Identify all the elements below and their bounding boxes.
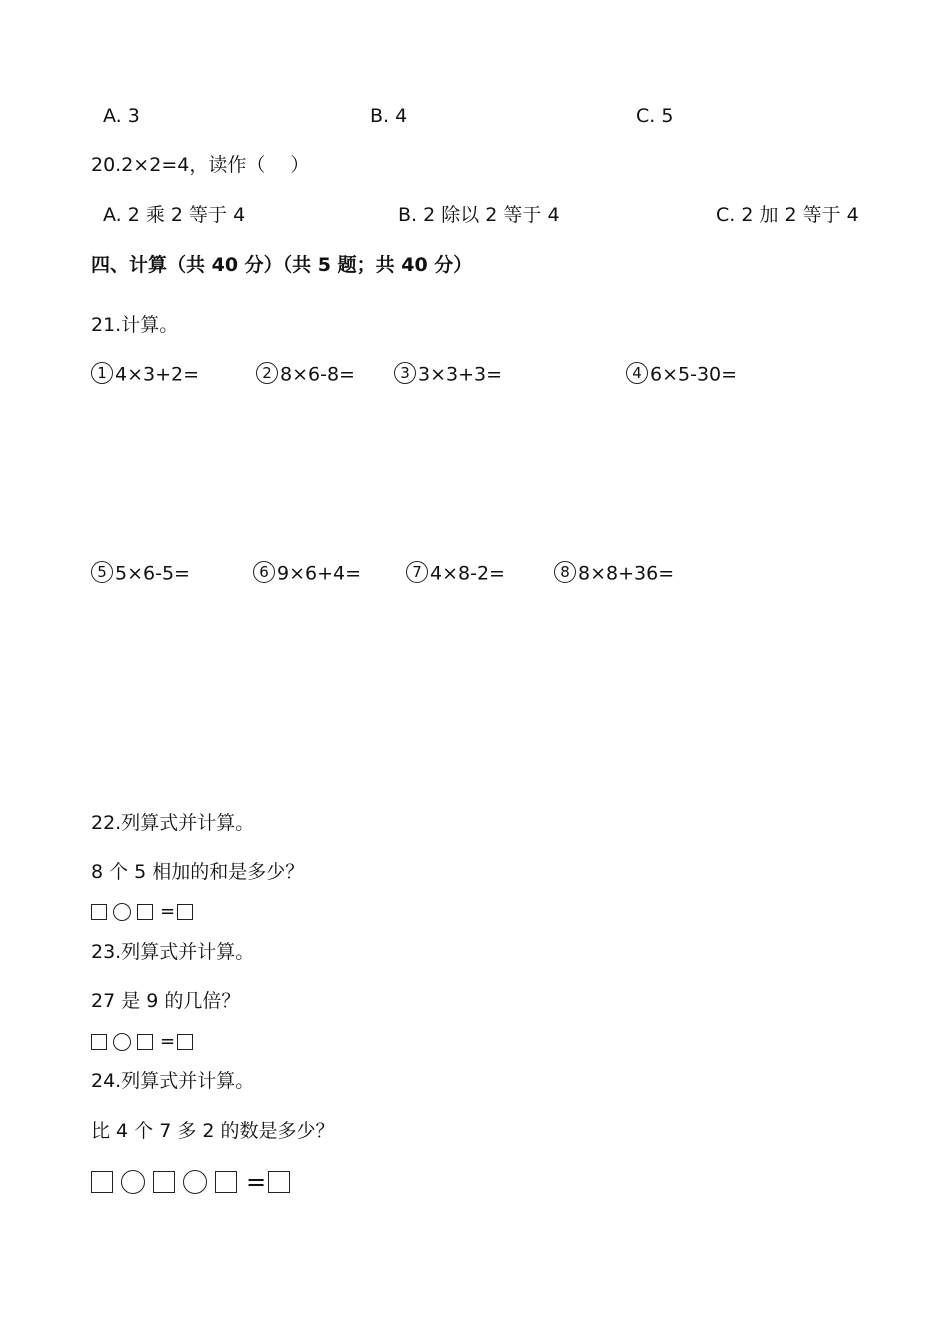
operator-circle — [113, 1033, 131, 1051]
calc-expression-8: 8×8+36= — [578, 562, 675, 585]
equals-sign: = — [160, 900, 176, 922]
answer-box — [137, 904, 153, 920]
q20-stem: 20.2×2=4，读作（ ） — [91, 154, 310, 176]
answer-box — [268, 1171, 290, 1193]
calc-expression-7: 4×8-2= — [430, 562, 505, 585]
calc-item-2 — [256, 362, 355, 387]
calc-item-7 — [406, 561, 505, 586]
q24-stem: 24.列算式并计算。 — [91, 1070, 255, 1092]
calc-expression-2: 8×6-8= — [280, 363, 355, 386]
answer-box — [137, 1034, 153, 1050]
circled-number-8: 8 — [554, 561, 576, 583]
answer-box — [153, 1171, 175, 1193]
circled-number-4: 4 — [626, 362, 648, 384]
calc-expression-4: 6×5-30= — [650, 363, 738, 386]
q22-stem: 22.列算式并计算。 — [91, 812, 255, 834]
q19-option-a: A. 3 — [103, 105, 140, 127]
q21-stem: 21.计算。 — [91, 314, 179, 336]
answer-box — [215, 1171, 237, 1193]
q24-answer-template — [91, 1166, 298, 1197]
equals-sign: = — [160, 1030, 176, 1052]
circled-number-6: 6 — [253, 561, 275, 583]
calc-expression-3: 3×3+3= — [418, 363, 503, 386]
circled-number-1: 1 — [91, 362, 113, 384]
q20-option-a: A. 2 乘 2 等于 4 — [103, 204, 246, 226]
circled-number-7: 7 — [406, 561, 428, 583]
operator-circle — [183, 1170, 207, 1194]
q22-question: 8 个 5 相加的和是多少？ — [91, 861, 305, 883]
answer-box — [91, 1171, 113, 1193]
calc-item-4 — [626, 362, 737, 387]
answer-box — [91, 1034, 107, 1050]
circled-number-3: 3 — [394, 362, 416, 384]
q23-stem: 23.列算式并计算。 — [91, 941, 255, 963]
q19-option-b: B. 4 — [370, 105, 408, 127]
calc-item-1 — [91, 362, 199, 387]
q20-option-b: B. 2 除以 2 等于 4 — [398, 204, 560, 226]
calc-expression-5: 5×6-5= — [115, 562, 190, 585]
answer-box — [177, 1034, 193, 1050]
equals-sign: = — [246, 1167, 267, 1196]
calc-expression-1: 4×3+2= — [115, 363, 200, 386]
q24-question: 比 4 个 7 多 2 的数是多少？ — [91, 1120, 335, 1142]
q19-option-c: C. 5 — [636, 105, 674, 127]
section-4-title: 四、计算（共 40 分）（共 5 题；共 40 分） — [91, 254, 473, 276]
calc-item-3 — [394, 362, 502, 387]
answer-box — [91, 904, 107, 920]
q23-question: 27 是 9 的几倍？ — [91, 990, 241, 1012]
q22-answer-template — [91, 899, 199, 924]
answer-box — [177, 904, 193, 920]
operator-circle — [121, 1170, 145, 1194]
calc-item-5 — [91, 561, 190, 586]
operator-circle — [113, 903, 131, 921]
calc-item-6 — [253, 561, 361, 586]
q23-answer-template — [91, 1029, 199, 1054]
calc-item-8 — [554, 561, 674, 586]
calc-expression-6: 9×6+4= — [277, 562, 362, 585]
circled-number-5: 5 — [91, 561, 113, 583]
q20-option-c: C. 2 加 2 等于 4 — [716, 204, 859, 226]
circled-number-2: 2 — [256, 362, 278, 384]
